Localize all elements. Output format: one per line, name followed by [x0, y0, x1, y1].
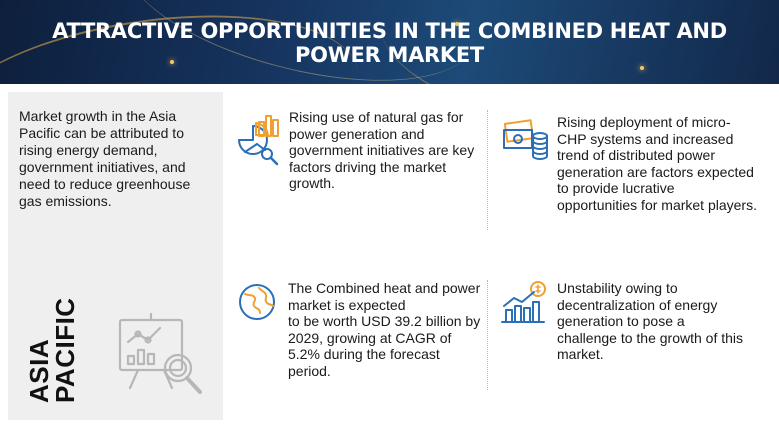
page-title: ATTRACTIVE OPPORTUNITIES IN THE COMBINED HEAT AND POWER MARKET: [52, 19, 727, 67]
region-label-line2: PACIFIC: [50, 297, 80, 403]
money-stack-icon: [500, 118, 552, 164]
growth-chart-icon: [500, 280, 552, 324]
header-banner: [0, 0, 779, 84]
region-label-line1: ASIA: [24, 338, 54, 403]
driver-card-text: Rising use of natural gas for power generation and government initiatives are key factors driving the market growth.: [289, 109, 475, 192]
card-divider: [487, 280, 488, 390]
analytics-icon: [235, 112, 287, 166]
challenge-card-text: Unstability owing to decentralization of energy generation to pose a challenge to the growth of this market.: [557, 280, 744, 363]
globe-icon: [237, 282, 277, 322]
presentation-board-icon: [114, 312, 206, 398]
region-label: [21, 297, 101, 406]
opportunity-card-text: Rising deployment of micro-CHP systems and increased trend of distributed power generation are factors expected to provide lucrative opportunities for market players.: [557, 114, 757, 213]
region-summary: Market growth in the Asia Pacific can be attributed to rising energy demand, government initiatives, and need to reduce greenhouse gas emissions.: [19, 108, 191, 209]
region-panel: [8, 92, 223, 420]
market-size-card-text: The Combined heat and power market is expected to be worth USD 39.2 billion by 2029, growing at CAGR of 5.2% during the forecast period.: [288, 280, 481, 379]
card-divider: [487, 110, 488, 230]
